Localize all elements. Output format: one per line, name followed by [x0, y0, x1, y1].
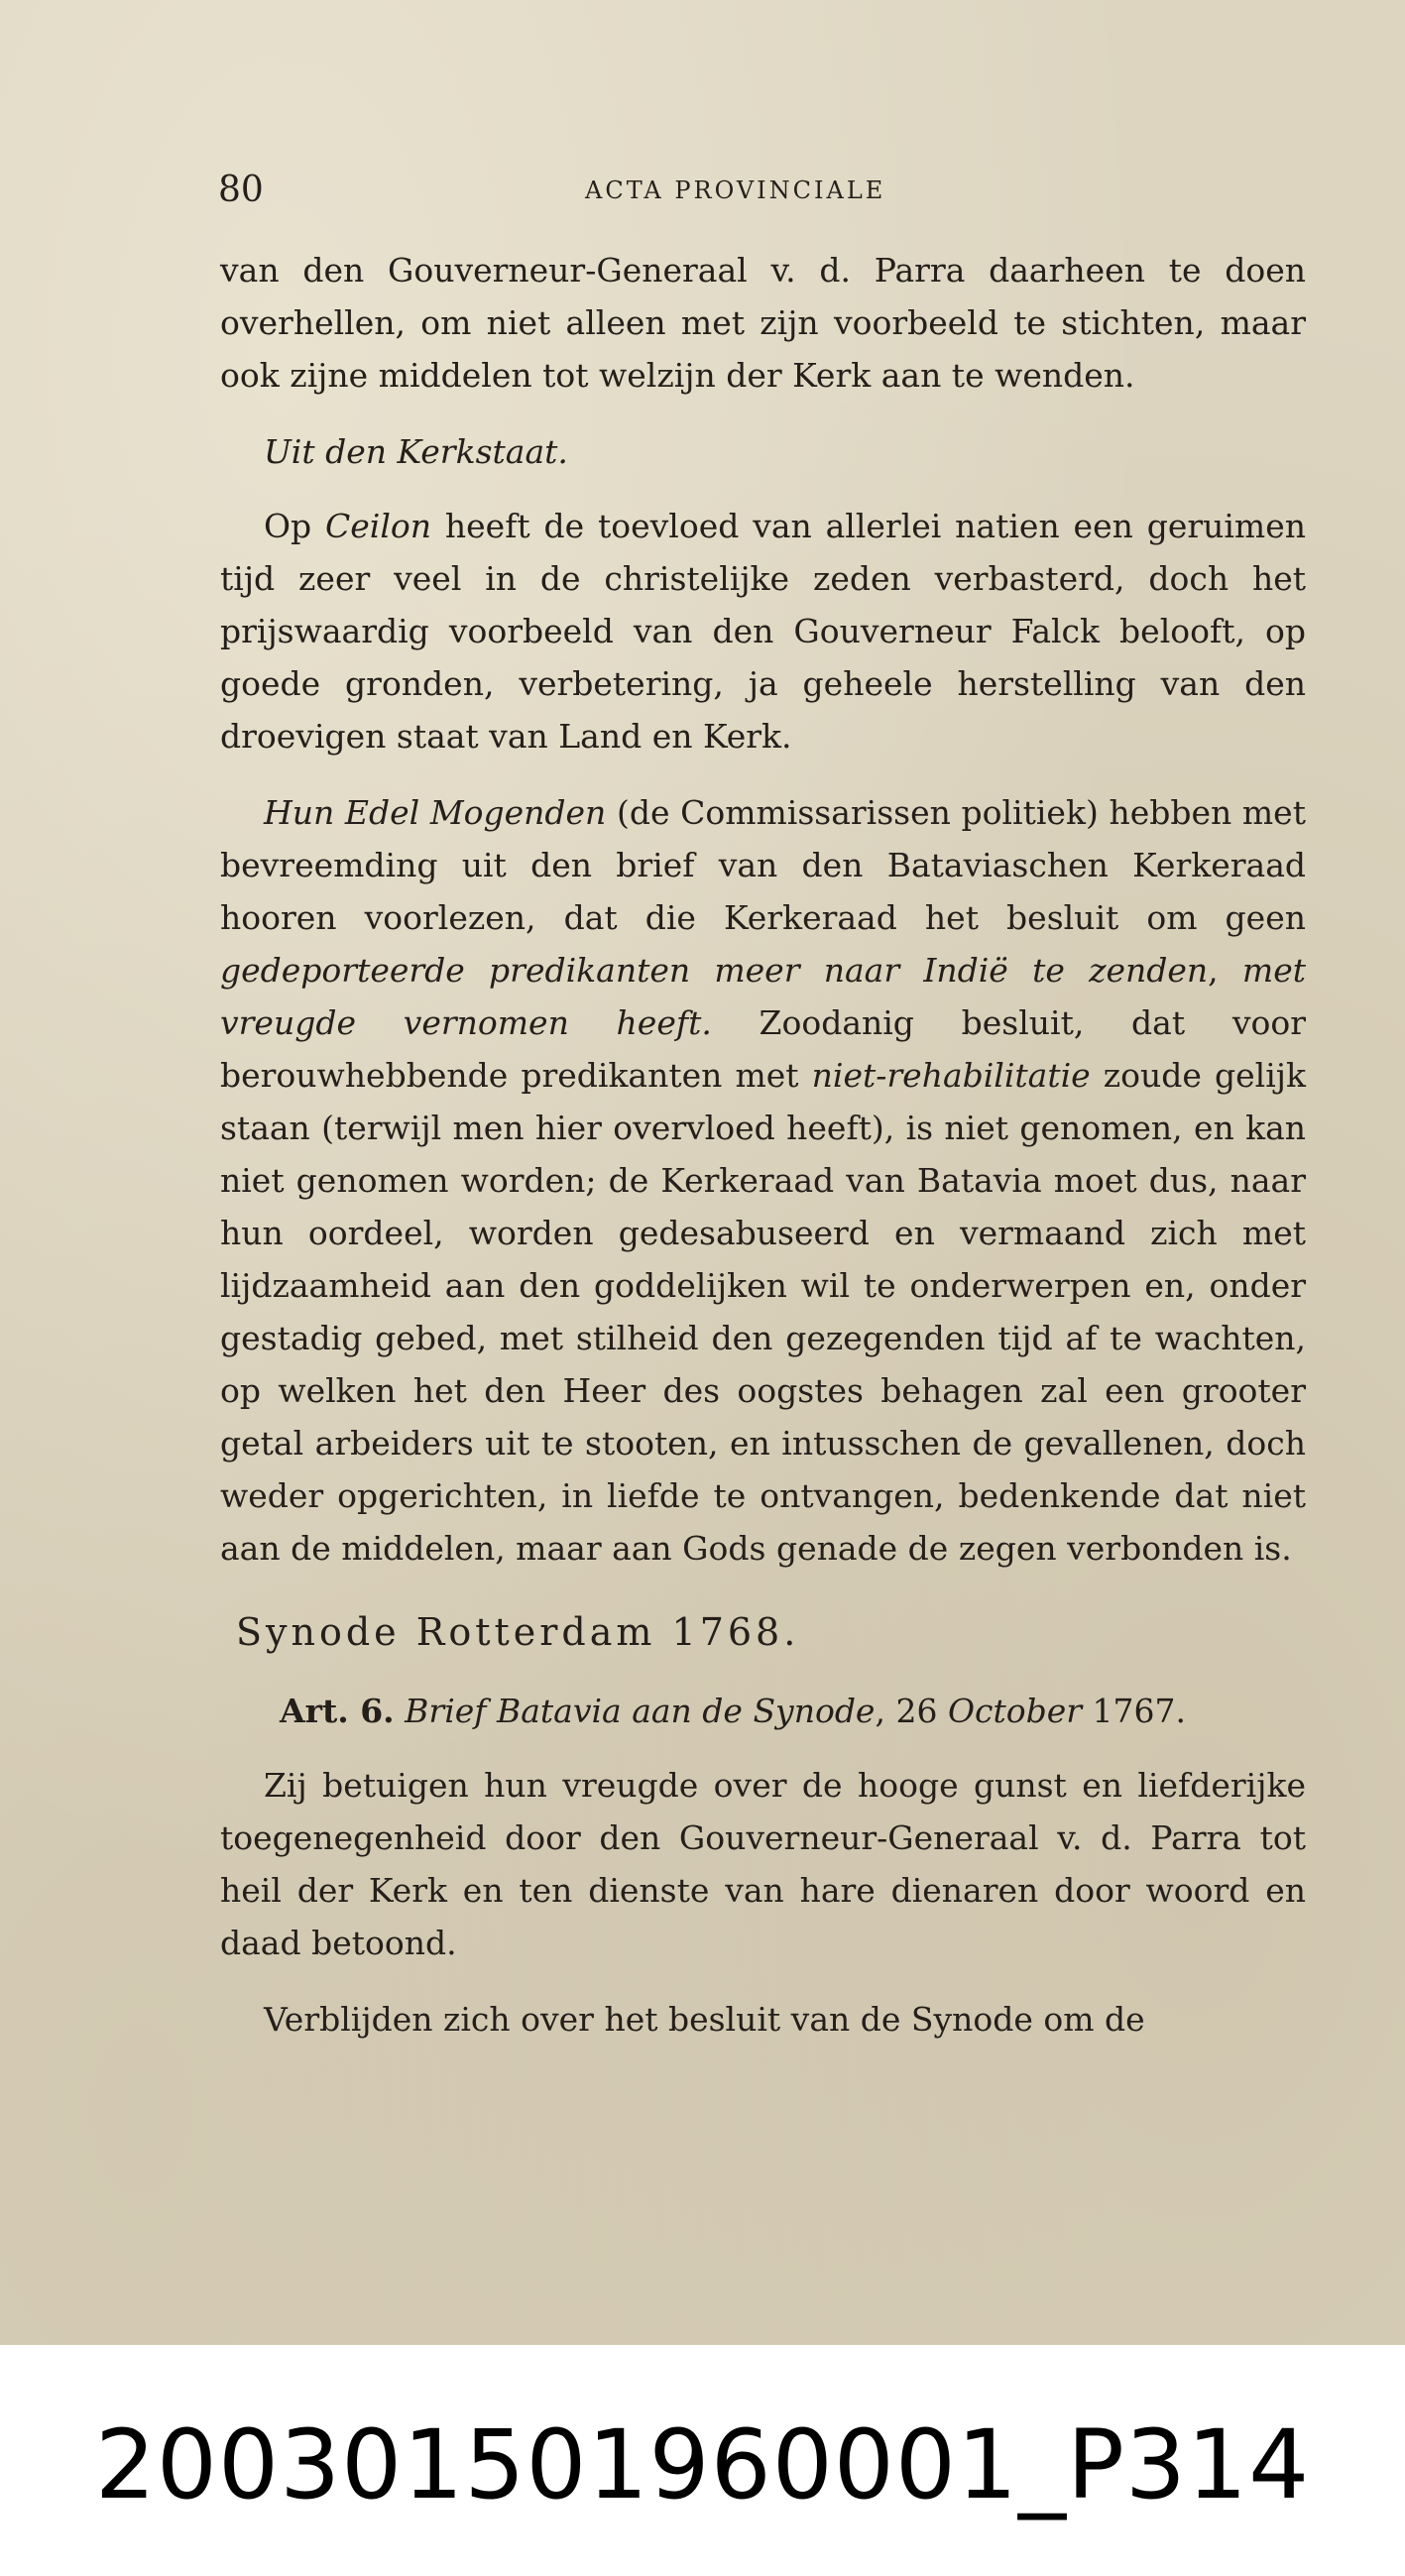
p3-italic-g: niet-rehabilitatie: [811, 1056, 1091, 1095]
art-sep: , 26: [875, 1692, 948, 1730]
p3-text-h: zoude gelijk staan (terwijl men hier overvloed heeft), is niet genomen, en kan niet genomen worden; de Kerkeraad van Batavia moet dus, naar hun oordeel, worden gedesabuseerd en vermaand zich met lijdzaamheid aan den goddelijken wil te onderwerpen en, onder gestadig gebed, met stilheid den gezegenden tijd af te wachten, op welken het den Heer des oogstes behagen zal een grooter getal arbeiders uit te stooten, en intusschen de gevallenen, doch weder opgerichten, in liefde te ontvangen, bedenkende dat niet aan de middelen, maar aan Gods genade de zegen verbonden is.: [220, 1056, 1306, 1568]
paragraph-5: Verblijden zich over het besluit van de Synode om de: [264, 2000, 1145, 2039]
p3-italic-c: gedeporteerde predikanten meer naar Indië te zenden: [220, 951, 1209, 990]
p2-ceilon: Ceilon: [325, 507, 432, 545]
page-number: 80: [218, 170, 264, 210]
paragraph-commissarissen: [220, 786, 1306, 1575]
p3-text-d: ,: [1208, 951, 1242, 990]
p3-italic-e: met vreugde vernomen heeft.: [220, 951, 1306, 1042]
p3-text-f: Zoodanig besluit, dat voor berouwhebbende predikanten met: [220, 1003, 1306, 1095]
scan-identifier: 20030150196000​1_P314: [94, 2409, 1311, 2520]
page-header: [218, 169, 912, 212]
subheading-kerkstaat: Uit den Kerkstaat.: [264, 432, 568, 471]
art-title: Brief Batavia aan de Synode: [405, 1692, 876, 1730]
paragraph-4: Zij betuigen hun vreugde over de hooge gunst en liefderijke toegenegenheid door den Gouverneur-Generaal v. d. Parra tot heil der Kerk en ten dienste van hare dienaren door woord en daad betoond.: [220, 1766, 1306, 1962]
body-text: [220, 244, 1306, 2069]
section-heading-synode: Synode Rotterdam 1768.: [236, 1610, 800, 1654]
p3-text-b: (de Commissarissen politiek) hebben met bevreemding uit den brief van den Bataviaschen Kerkeraad hooren voorlezen, dat die Kerkeraad het besluit om geen: [220, 793, 1306, 937]
art-year: 1767.: [1082, 1692, 1186, 1730]
paragraph-ceilon: [220, 500, 1306, 762]
article-heading: [280, 1685, 1306, 1737]
p2-text-c: heeft de toevloed van allerlei natien een geruimen tijd zeer veel in de christelijke zeden verbasterd, doch het prijswaardig voorbeeld van den Gouverneur Falck belooft, op goede gronden, verbetering, ja geheele herstelling van den droevigen staat van Land en Kerk.: [220, 507, 1307, 756]
paragraph-1: van den Gouverneur-Generaal v. d. Parra daarheen te doen overhellen, om niet alleen met zijn voorbeeld te stichten, maar ook zijne middelen tot welzijn der Kerk aan te wenden.: [220, 251, 1306, 395]
art-label: Art. 6.: [280, 1692, 395, 1730]
running-head: ACTA PROVINCIALE: [585, 176, 886, 204]
p2-text-a: Op: [264, 507, 326, 545]
p3-hun-edel-mogenden: Hun Edel Mogenden: [264, 793, 607, 832]
art-month: October: [947, 1692, 1083, 1730]
